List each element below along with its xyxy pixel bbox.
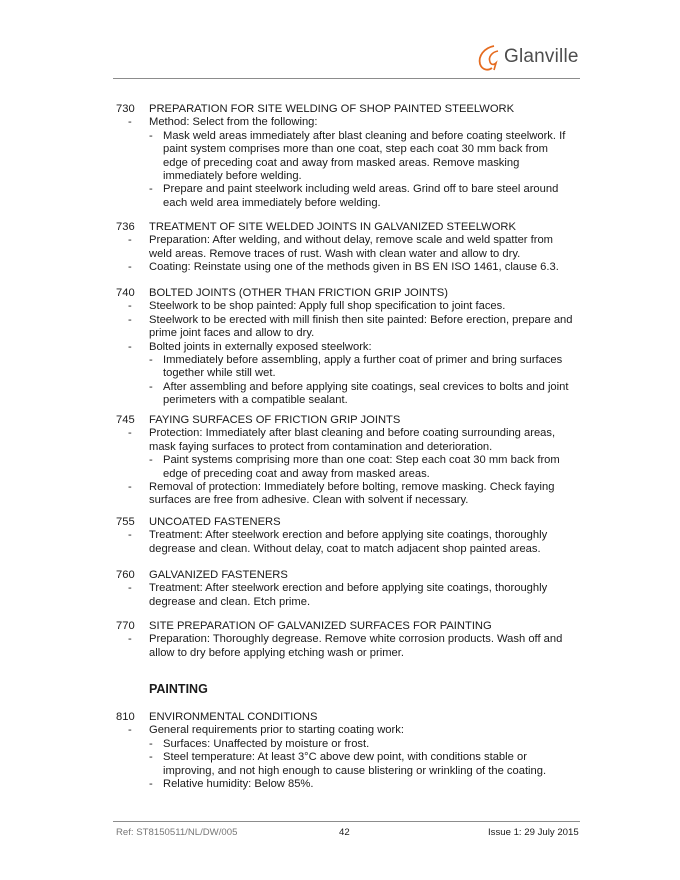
text-line: degrease and clean. Etch prime.: [149, 595, 311, 608]
footer-issue-date: Issue 1: 29 July 2015: [488, 827, 579, 838]
glanville-swirl-icon: [474, 42, 508, 74]
sub-bullet-item: [0, 183, 680, 210]
text-line: each weld area immediately before welding.: [163, 196, 381, 209]
item-text: [163, 778, 680, 791]
text-line: Surfaces: Unaffected by moisture or frost.: [163, 737, 370, 750]
item-text: [149, 633, 680, 660]
sub-bullet-item: [0, 738, 680, 751]
text-line: Treatment: After steelwork erection and before applying site coatings, thoroughly: [149, 582, 548, 595]
text-line: surfaces are free from adhesive. Clean with solvent if necessary.: [149, 494, 469, 507]
item-text: [163, 751, 680, 778]
dash-bullet-icon: -: [149, 354, 153, 367]
clause-items: [0, 582, 680, 609]
bullet-item: [0, 633, 680, 660]
sub-bullet-item: [0, 751, 680, 778]
text-line: together while still wet.: [163, 367, 276, 380]
item-text: [163, 381, 680, 408]
dash-bullet-icon: -: [128, 313, 132, 326]
clause-title: ENVIRONMENTAL CONDITIONS: [149, 711, 318, 723]
item-text: [149, 427, 680, 454]
clause-title: GALVANIZED FASTENERS: [149, 569, 288, 581]
bullet-item: [0, 582, 680, 609]
text-line: Protection: Immediately after blast cleaning and before coating surrounding areas,: [149, 427, 556, 440]
bullet-item: [0, 234, 680, 261]
clause-title: BOLTED JOINTS (OTHER THAN FRICTION GRIP JOINTS): [149, 287, 448, 299]
text-line: edge of preceding coat and away from masked areas.: [163, 467, 430, 480]
clause-number: 760: [116, 569, 135, 581]
text-line: Paint systems comprising more than one coat: Step each coat 30 mm back from: [163, 454, 560, 467]
bullet-item: [0, 116, 680, 129]
dash-bullet-icon: -: [128, 261, 132, 274]
text-line: improving, and not high enough to cause blistering or wrinkling of the coating.: [163, 764, 547, 777]
text-line: After assembling and before applying site coatings, seal crevices to bolts and joint: [163, 380, 569, 393]
dash-bullet-icon: -: [149, 183, 153, 196]
bullet-item: [0, 261, 680, 274]
text-line: immediately before welding.: [163, 170, 302, 183]
text-line: paint system comprises more than one coat, step each coat 30 mm back from: [163, 143, 548, 156]
sub-bullet-item: [0, 778, 680, 791]
footer-reference: Ref: ST8150511/NL/DW/005: [116, 827, 238, 838]
dash-bullet-icon: -: [128, 481, 132, 494]
text-line: weld areas. Remove traces of rust. Wash with clean water and allow to dry.: [149, 247, 521, 260]
sub-bullet-item: [0, 381, 680, 408]
dash-bullet-icon: -: [149, 454, 153, 467]
dash-bullet-icon: -: [128, 300, 132, 313]
text-line: Bolted joints in externally exposed steelwork:: [149, 340, 372, 353]
text-line: Mask weld areas immediately after blast cleaning and before coating steelwork. If: [163, 129, 566, 142]
item-text: [163, 354, 680, 381]
dash-bullet-icon: -: [149, 380, 153, 393]
logo-text: Glanville: [504, 46, 579, 67]
clause-items: [0, 300, 680, 407]
clause-items: [0, 724, 680, 791]
clause-items: [0, 116, 680, 210]
sub-bullet-item: [0, 454, 680, 481]
bullet-item: [0, 481, 680, 508]
bullet-item: [0, 341, 680, 354]
text-line: mask faying surfaces to protect from contamination and deterioration.: [149, 440, 493, 453]
item-text: [149, 314, 680, 341]
clause-number: 730: [116, 103, 135, 115]
item-text: [149, 261, 680, 274]
item-text: [163, 454, 680, 481]
text-line: Preparation: Thoroughly degrease. Remove white corrosion products. Wash off and: [149, 633, 563, 646]
text-line: Immediately before assembling, apply a further coat of primer and bring surfaces: [163, 354, 563, 367]
bullet-item: [0, 427, 680, 454]
bullet-item: [0, 724, 680, 737]
clause-number: 740: [116, 287, 135, 299]
painting-heading: PAINTING: [149, 682, 208, 696]
dash-bullet-icon: -: [128, 234, 132, 247]
dash-bullet-icon: -: [149, 737, 153, 750]
text-line: Coating: Reinstate using one of the methods given in BS EN ISO 1461, clause 6.3.: [149, 261, 559, 274]
dash-bullet-icon: -: [149, 751, 153, 764]
item-text: [163, 183, 680, 210]
clause-items: [0, 633, 680, 660]
clause-number: 745: [116, 414, 135, 426]
bullet-item: [0, 314, 680, 341]
text-line: prime joint faces and allow to dry.: [149, 327, 315, 340]
bullet-item: [0, 300, 680, 313]
footer-page-number: 42: [339, 827, 350, 838]
bullet-item: [0, 529, 680, 556]
clause-title: PREPARATION FOR SITE WELDING OF SHOP PAINTED STEELWORK: [149, 103, 515, 115]
clause-title: FAYING SURFACES OF FRICTION GRIP JOINTS: [149, 414, 401, 426]
clause-number: 810: [116, 711, 135, 723]
sub-bullet-item: [0, 354, 680, 381]
dash-bullet-icon: -: [128, 633, 132, 646]
item-text: [149, 116, 680, 129]
text-line: Relative humidity: Below 85%.: [163, 778, 314, 791]
item-text: [149, 582, 680, 609]
item-text: [149, 529, 680, 556]
text-line: Method: Select from the following:: [149, 116, 318, 129]
text-line: Steelwork to be shop painted: Apply full shop specification to joint faces.: [149, 300, 506, 313]
item-text: [149, 481, 680, 508]
text-line: Preparation: After welding, and without delay, remove scale and weld spatter from: [149, 234, 553, 247]
dash-bullet-icon: -: [128, 529, 132, 542]
clause-items: [0, 529, 680, 556]
sub-bullet-item: [0, 130, 680, 184]
glanville-logo: [474, 42, 584, 72]
dash-bullet-icon: -: [149, 129, 153, 142]
clause-items: [0, 234, 680, 274]
clause-number: 770: [116, 620, 135, 632]
dash-bullet-icon: -: [128, 582, 132, 595]
text-line: General requirements prior to starting coating work:: [149, 724, 404, 737]
header-divider: [113, 78, 580, 79]
text-line: Removal of protection: Immediately before bolting, remove masking. Check faying: [149, 481, 555, 494]
dash-bullet-icon: -: [128, 340, 132, 353]
item-text: [149, 341, 680, 354]
text-line: Prepare and paint steelwork including weld areas. Grind off to bare steel around: [163, 183, 559, 196]
item-text: [149, 234, 680, 261]
item-text: [149, 300, 680, 313]
clause-title: TREATMENT OF SITE WELDED JOINTS IN GALVANIZED STEELWORK: [149, 221, 516, 233]
text-line: Steel temperature: At least 3°C above dew point, with conditions stable or: [163, 751, 527, 764]
item-text: [149, 724, 680, 737]
dash-bullet-icon: -: [149, 778, 153, 791]
item-text: [163, 130, 680, 184]
clause-items: [0, 427, 680, 507]
footer-divider: [113, 821, 580, 822]
clause-number: 755: [116, 516, 135, 528]
clause-number: 736: [116, 221, 135, 233]
clause-title: UNCOATED FASTENERS: [149, 516, 281, 528]
clause-title: SITE PREPARATION OF GALVANIZED SURFACES FOR PAINTING: [149, 620, 492, 632]
text-line: edge of preceding coat and away from masked areas. Remove masking: [163, 156, 520, 169]
dash-bullet-icon: -: [128, 427, 132, 440]
dash-bullet-icon: -: [128, 116, 132, 129]
text-line: allow to dry before applying etching wash or primer.: [149, 646, 404, 659]
text-line: perimeters with a compatible sealant.: [163, 394, 348, 407]
item-text: [163, 738, 680, 751]
text-line: Steelwork to be erected with mill finish then site painted: Before erection, prepare and: [149, 313, 573, 326]
text-line: degrease and clean. Without delay, coat to match adjacent shop painted areas.: [149, 542, 541, 555]
text-line: Treatment: After steelwork erection and before applying site coatings, thoroughly: [149, 529, 548, 542]
dash-bullet-icon: -: [128, 724, 132, 737]
